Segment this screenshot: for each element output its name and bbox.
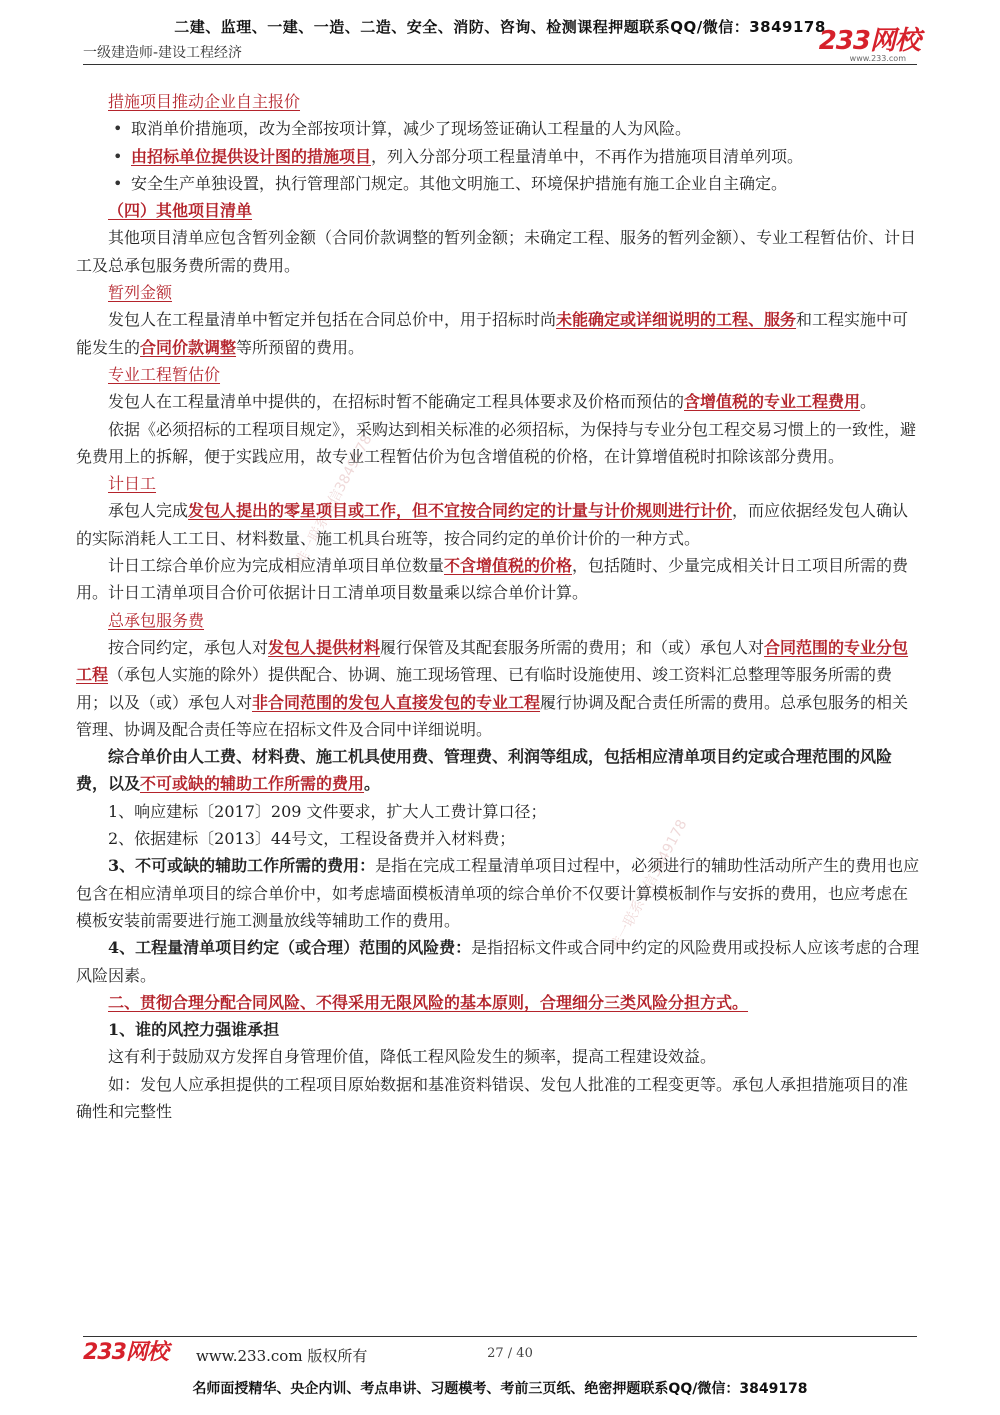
bullet-item: • 安全生产单独设置，执行管理部门规定。其他文明施工、环境保护措施有施工企业自主确定。 [76, 170, 920, 197]
top-banner: 二建、监理、一建、一造、二造、安全、消防、咨询、检测课程押题联系QQ/微信：3849178 [174, 18, 826, 36]
footer-logo: 233网校 [83, 1340, 168, 1365]
logo-text: 233网校 [818, 26, 920, 56]
logo-url: www.233.com [849, 54, 906, 63]
bottom-banner: 名师面授精华、央企内训、考点串讲、习题模考、考前三页纸、绝密押题联系QQ/微信：3849178 [192, 1381, 808, 1397]
page-number: 27 / 40 [487, 1346, 533, 1361]
brand-logo [819, 28, 920, 63]
principle-heading: 二、贯彻合理分配合同风险、不得采用无限风险的基本原则，合理细分三类风险分担方式。 [108, 992, 749, 1012]
list-item: 2、依据建标〔2013〕44号文，工程设备费并入材料费； [108, 829, 516, 849]
paragraph: 按合同约定，承包人对发包人提供材料履行保管及其配套服务所需的费用；和（或）承包人对合同范围的专业分包工程（承包人实施的除外）提供配合、协调、施工现场管理、已有临时设施使用、竣工资料汇总整理等服务所需的费用；以及（或）承包人对非合同范围的发包人直接发包的专业工程履行协调及配合责任所需的费用。总承包服务的相关管理、协调及配合责任等应在招标文件及合同中详细说明。 [76, 637, 909, 739]
list-item: 1、响应建标〔2017〕209 文件要求，扩大人工费计算口径； [108, 801, 547, 821]
bullet-item: • 由招标单位提供设计图的措施项目，列入分部分项工程量清单中，不再作为措施项目清单列项。 [76, 143, 920, 170]
section-heading: 总承包服务费 [108, 610, 205, 630]
bullet-item: • 取消单价措施项，改为全部按项计算，减少了现场签证确认工程量的人为风险。 [76, 115, 920, 142]
section-heading: 措施项目推动企业自主报价 [108, 92, 301, 111]
list-item: 3、不可或缺的辅助工作所需的费用：是指在完成工程量清单项目过程中，必须进行的辅助性活动所产生的费用也应包含在相应清单项目的综合单价中，如考虑墙面模板清单项的综合单价不仅要计算模板制作与安拆的费用，也应考虑在模板安装前需要进行施工测量放线等辅助工作的费用。 [76, 856, 920, 930]
watermark: 唯一联系微信3849178 [292, 432, 376, 569]
paragraph: 这有利于鼓励双方发挥自身管理价值，降低工程风险发生的频率，提高工程建设效益。 [108, 1047, 717, 1067]
paragraph: 承包人完成发包人提出的零星项目或工作，但不宜按合同约定的计量与计价规则进行计价，而应依据经发包人确认的实际消耗人工工日、材料数量、施工机具台班等，按合同约定的单价计价的一种方式。 [76, 501, 909, 548]
list-item: 4、工程量清单项目约定（或合理）范围的风险费：是指招标文件或合同中约定的风险费用或投标人应该考虑的合理风险因素。 [76, 938, 920, 985]
section-heading: 专业工程暂估价 [108, 364, 221, 384]
subsection-heading: 1、谁的风控力强谁承担 [108, 1020, 280, 1040]
paragraph: 其他项目清单应包含暂列金额（合同价款调整的暂列金额；未确定工程、服务的暂列金额）、专业工程暂估价、计日工及总承包服务费所需的费用。 [76, 228, 917, 275]
watermark: 唯一联系微信3849178 [607, 817, 691, 954]
paragraph: 依据《必须招标的工程项目规定》，采购达到相关标准的必须招标，为保持与专业分包工程交易习惯上的一致性，避免费用上的拆解，便于实践应用，故专业工程暂估价为包含增值税的价格，在计算增值税时扣除该部分费用。 [76, 419, 917, 466]
section-heading: 暂列金额 [108, 283, 173, 303]
paragraph: 发包人在工程量清单中暂定并包括在合同总价中，用于招标时尚未能确定或详细说明的工程、服务和工程实施中可能发生的合同价款调整等所预留的费用。 [76, 310, 909, 357]
paragraph: 计日工综合单价应为完成相应清单项目单位数量不含增值税的价格，包括随时、少量完成相关计日工项目所需的费用。计日工清单项目合价可依据计日工清单项目数量乘以综合单价计算。 [76, 556, 909, 603]
document-body [76, 88, 920, 1125]
footer-divider [83, 1336, 917, 1337]
header-divider [83, 64, 917, 65]
paragraph: 综合单价由人工费、材料费、施工机具使用费、管理费、利润等组成，包括相应清单项目约定或合理范围的风险费，以及不可或缺的辅助工作所需的费用。 [76, 747, 893, 794]
footer-copyright: www.233.com 版权所有 [196, 1347, 368, 1365]
paragraph: 如：发包人应承担提供的工程项目原始数据和基准资料错误、发包人批准的工程变更等。承包人承担措施项目的准确性和完整性 [76, 1074, 909, 1121]
section-heading: （四）其他项目清单 [108, 201, 253, 221]
paragraph: 发包人在工程量清单中提供的，在招标时暂不能确定工程具体要求及价格而预估的含增值税的专业工程费用。 [108, 392, 877, 412]
section-heading: 计日工 [108, 474, 157, 494]
document-subtitle: 一级建造师-建设工程经济 [83, 45, 243, 61]
